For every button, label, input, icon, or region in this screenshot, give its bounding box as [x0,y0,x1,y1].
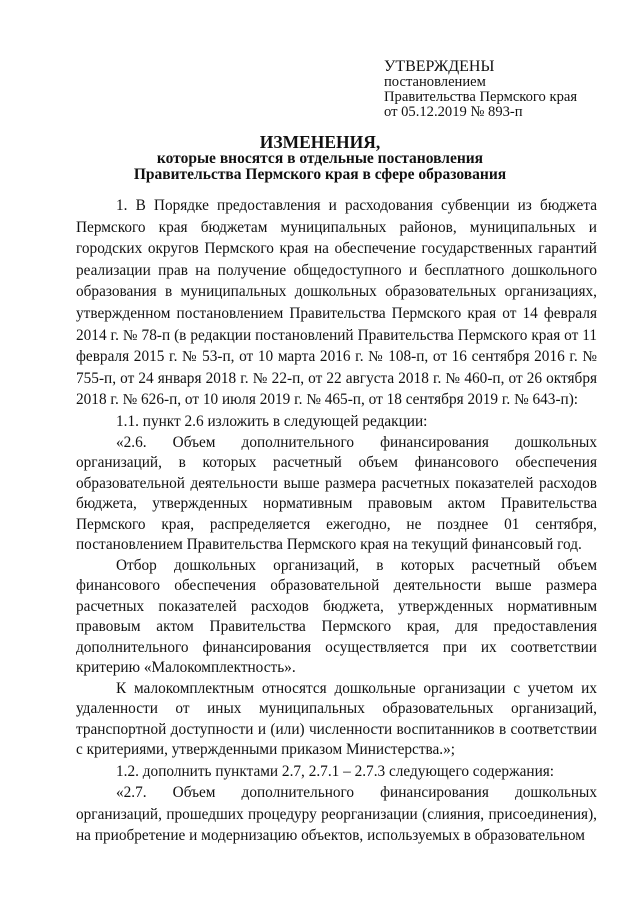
document-title: ИЗМЕНЕНИЯ, [259,132,381,152]
paragraph-5: К малокомплектным относятся дошкольные организации с учетом их удаленности от иных муниципальных образовательных организаций, транспортной доступности и (или) численности воспитанников в соответствии с критериями, утвержденными приказом Министерства.»; [76,679,597,759]
subtitle-line-2: Правительства Пермского края в сфере образования [133,166,507,183]
paragraph-2: 1.1. пункт 2.6 изложить в следующей редакции: [116,412,428,430]
approval-line-2: Правительства Пермского края [384,89,578,105]
approval-stamp [384,58,634,120]
paragraph-1: 1. В Порядке предоставления и расходования субвенции из бюджета Пермского края бюджетам муниципальных районов, муниципальных и городских округов Пермского края на обеспечение государственных гарантий реализации прав на получение общедоступного и бесплатного дошкольного образования в муниципальных дошкольных образовательных организациях, утвержденном постановлением Правительства Пермского края от 14 февраля 2014 г. № 78-п (в редакции постановлений Правительства Пермского края от 11 февраля 2015 г. № 53-п, от 10 марта 2016 г. № 108-п, от 16 сентября 2016 г. № 755-п, от 24 января 2018 г. № 22-п, от 22 августа 2018 г. № 460-п, от 26 октября 2018 г. № 626-п, от 10 июля 2019 г. № 465-п, от 18 сентября 2019 г. № 643-п): [76,197,597,409]
document-subtitle [0,151,640,183]
approval-line-3: от 05.12.2019 № 893-п [384,104,523,120]
subtitle-line-1: которые вносятся в отдельные постановления [156,150,484,167]
paragraph-3: «2.6. Объем дополнительного финансирования дошкольных организаций, в которых расчетный объем финансового обеспечения образовательной деятельности выше размера расчетных показателей расходов бюджета, утвержденных нормативным правовым актом Правительства Пермского края, распределяется ежегодно, не позднее 01 сентября, постановлением Правительства Пермского края на текущий финансовый год. [76,433,597,554]
approval-line-1: постановлением [384,74,486,90]
paragraph-7: «2.7. Объем дополнительного финансирования дошкольных организаций, прошедших процедуру реорганизации (слияния, присоединения), на приобретение и модернизацию объектов, используемых в образовательном [76,784,597,845]
paragraph-4: Отбор дошкольных организаций, в которых расчетный объем финансового обеспечения образовательной деятельности выше размера расчетных показателей расходов бюджета, утвержденных нормативным правовым актом Правительства Пермского края, для предоставления дополнительного финансирования осуществляется при их соответствии критерию «Малокомплектность». [76,556,597,677]
document-body [76,195,597,847]
paragraph-6: 1.2. дополнить пунктами 2.7, 2.7.1 – 2.7.3 следующего содержания: [116,762,555,780]
approval-heading: УТВЕРЖДЕНЫ [384,58,495,75]
